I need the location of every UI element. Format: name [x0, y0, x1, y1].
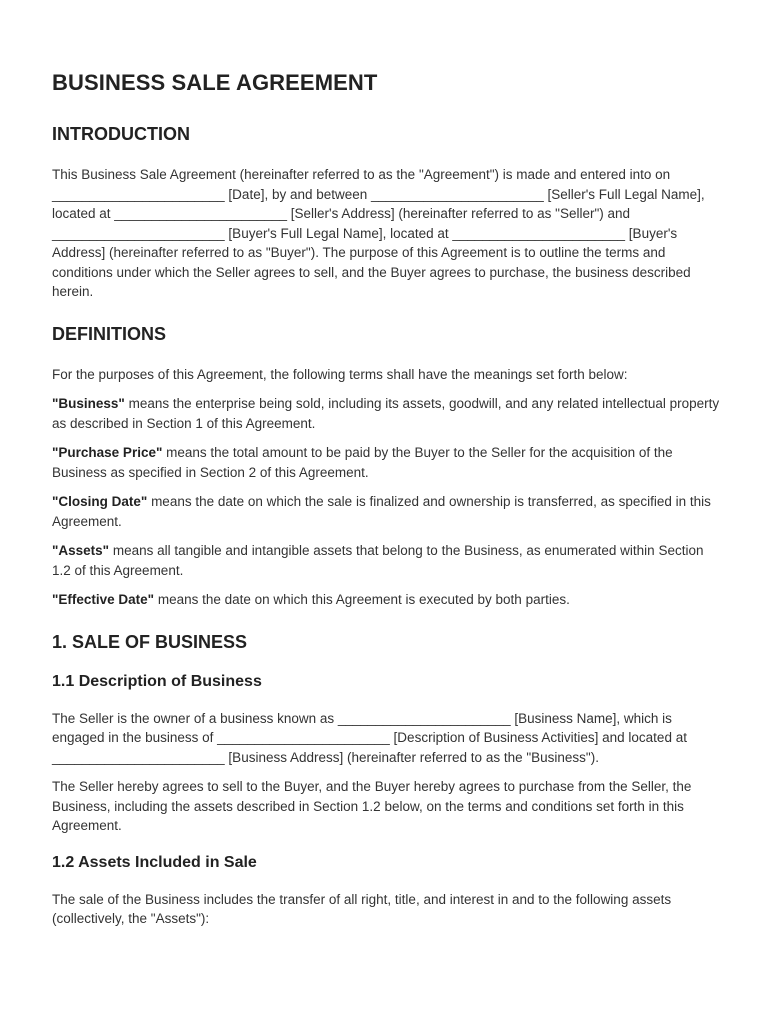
definitions-intro: For the purposes of this Agreement, the following terms shall have the meanings set forth below: — [52, 366, 628, 382]
definition-term: "Closing Date" — [52, 494, 148, 509]
definition-effective-date — [52, 590, 722, 610]
definition-text: means the date on which the sale is finalized and ownership is transferred, as specified in this Agreement. — [52, 494, 711, 529]
description-of-business-heading: 1.1 Description of Business — [52, 672, 262, 690]
sale-of-business-heading: 1. SALE OF BUSINESS — [52, 631, 248, 652]
introduction-heading: INTRODUCTION — [52, 124, 190, 144]
definition-purchase-price — [52, 443, 722, 482]
definition-term: "Effective Date" — [52, 592, 155, 607]
definition-closing-date — [52, 492, 722, 531]
definition-text: means the enterprise being sold, including its assets, goodwill, and any related intellectual property as described in Section 1 of this Agreement. — [52, 396, 720, 431]
definition-text: means the total amount to be paid by the Buyer to the Seller for the acquisition of the Business as specified in Section 2 of this Agreement. — [52, 445, 673, 480]
definitions-heading: DEFINITIONS — [52, 323, 167, 344]
description-of-business-paragraph: The Seller is the owner of a business known as _______________________ [Business Name], which is engaged in the business of _______________________ [Description of Business Activities] and located at _______________________ [Business Address] (hereinafter referred to as the "Business"). — [52, 710, 687, 765]
document-title: BUSINESS SALE AGREEMENT — [52, 70, 378, 95]
definition-business — [52, 394, 722, 433]
definition-term: "Assets" — [52, 543, 110, 558]
assets-included-paragraph: The sale of the Business includes the transfer of all right, title, and interest in and to the following assets (collectively, the "Assets"): — [52, 891, 672, 926]
introduction-paragraph: This Business Sale Agreement (hereinafter referred to as the "Agreement") is made and entered into on _______________________ [Date], by and between _______________________ [Seller's Full Legal Name], located at _______________________ [Seller's Address] (hereinafter referred to as "Seller") and _______________________ [Buyer's Full Legal Name], located at _______________________ [Buyer's Address] (hereinafter referred to as "Buyer"). The purpose of this Agreement is to outline the terms and conditions under which the Seller agrees to sell, and the Buyer agrees to purchase, the business described herein. — [52, 167, 705, 299]
definition-text: means the date on which this Agreement is executed by both parties. — [154, 592, 570, 607]
definition-term: "Purchase Price" — [52, 445, 163, 460]
sale-agreement-paragraph: The Seller hereby agrees to sell to the Buyer, and the Buyer hereby agrees to purchase from the Seller, the Business, including the assets described in Section 1.2 below, on the terms and conditions set forth in this Agreement. — [52, 779, 692, 833]
definition-assets — [52, 541, 722, 580]
definition-text: means all tangible and intangible assets that belong to the Business, as enumerated within Section 1.2 of this Agreement. — [52, 543, 704, 578]
definition-term: "Business" — [52, 396, 125, 411]
document-page — [52, 70, 722, 939]
assets-included-heading: 1.2 Assets Included in Sale — [52, 853, 257, 871]
